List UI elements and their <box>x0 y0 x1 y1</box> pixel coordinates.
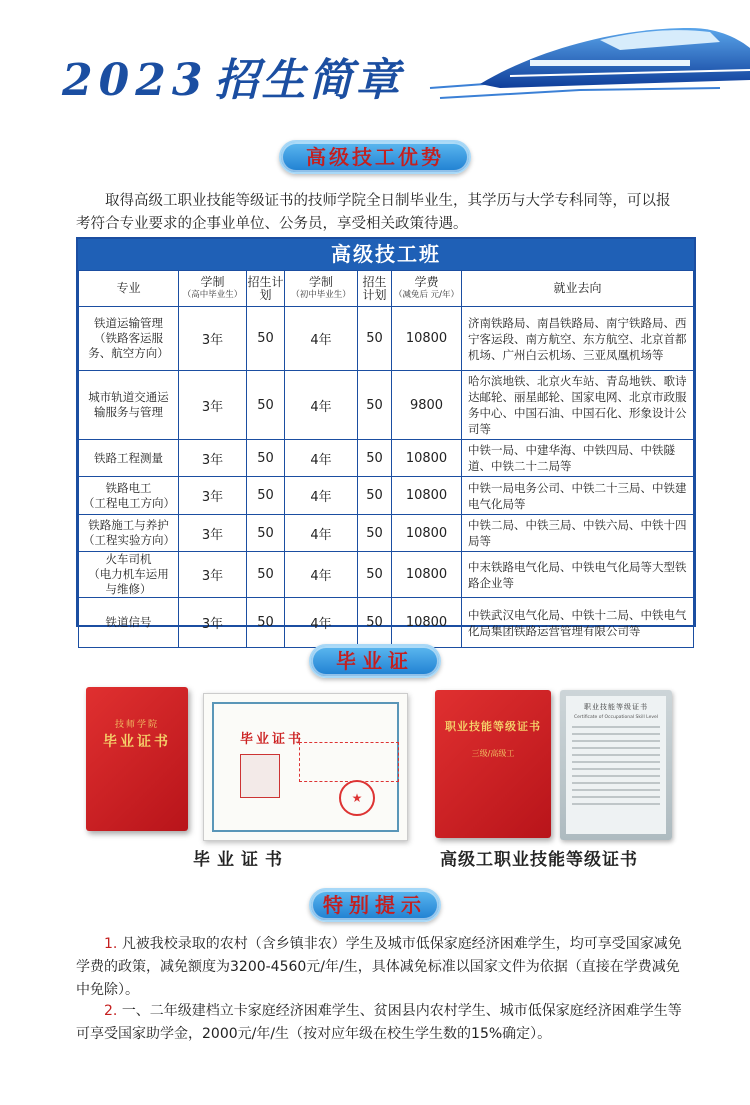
cell-plan-high: 50 <box>247 477 285 515</box>
page-title <box>62 44 402 108</box>
program-table <box>76 237 696 638</box>
cell-years-high: 3年 <box>179 515 247 552</box>
cell-plan-high: 50 <box>247 515 285 552</box>
table-row <box>79 440 694 477</box>
cell-destination: 哈尔滨地铁、北京火车站、青岛地铁、歌诗达邮轮、丽星邮轮、国家电网、北京市政服务中心、中国石油、中国石化、形象设计公司等 <box>462 371 694 440</box>
skill-cert-book-cover: 职业技能等级证书 三级/高级工 <box>435 690 551 838</box>
cell-major: 铁路工程测量 <box>79 440 179 477</box>
cell-plan-middle: 50 <box>358 477 392 515</box>
cell-destination: 中铁二局、中铁三局、中铁六局、中铁十四局等 <box>462 515 694 552</box>
cell-destination: 中铁一局电务公司、中铁二十三局、中铁建电气化局等 <box>462 477 694 515</box>
table-row <box>79 552 694 598</box>
cell-destination: 济南铁路局、南昌铁路局、南宁铁路局、西宁客运段、南方航空、东方航空、北京首都机场、广州白云机场、三亚凤凰机场等 <box>462 307 694 371</box>
cell-plan-high: 50 <box>247 307 285 371</box>
cell-plan-high: 50 <box>247 440 285 477</box>
col-years-high: 学制 （高中毕业生） <box>179 271 247 307</box>
title-year: 2023 <box>62 55 209 106</box>
cell-years-high: 3年 <box>179 371 247 440</box>
cell-plan-high: 50 <box>247 598 285 648</box>
table-row <box>79 371 694 440</box>
cell-plan-high: 50 <box>247 371 285 440</box>
diploma-inner-page: 毕业证书 ★ <box>203 693 408 841</box>
cell-destination: 中铁一局、中建华海、中铁四局、中铁隧道、中铁二十二局等 <box>462 440 694 477</box>
cell-plan-middle: 50 <box>358 552 392 598</box>
cell-major: 铁道信号 <box>79 598 179 648</box>
cell-plan-middle: 50 <box>358 598 392 648</box>
cell-plan-high: 50 <box>247 552 285 598</box>
table-body <box>79 307 694 648</box>
table-row <box>79 477 694 515</box>
cell-destination: 中铁武汉电气化局、中铁十二局、中铁电气化局集团铁路运营管理有限公司等 <box>462 598 694 648</box>
section-header-advantages: 高级技工优势 <box>279 140 471 174</box>
cell-years-middle: 4年 <box>285 477 358 515</box>
col-plan-high: 招生计划 <box>247 271 285 307</box>
page-header <box>0 0 750 115</box>
cell-years-high: 3年 <box>179 440 247 477</box>
cell-plan-middle: 50 <box>358 515 392 552</box>
section-header-diploma: 毕业证 <box>309 644 441 678</box>
cell-fee: 10800 <box>392 552 462 598</box>
section-header-special-notes: 特别提示 <box>309 888 441 922</box>
notice-item-1: 1. 凡被我校录取的农村（含乡镇非农）学生及城市低保家庭经济困难学生，均可享受国家减免学费的政策，减免额度为3200-4560元/年/生，具体减免标准以国家文件为依据（直接在学费减免中免除）。 <box>76 936 682 998</box>
cell-major: 铁路施工与养护 （工程实验方向） <box>79 515 179 552</box>
certificate-gallery <box>0 685 750 875</box>
col-dest: 就业去向 <box>462 271 694 307</box>
cell-major: 火车司机 （电力机车运用与维修） <box>79 552 179 598</box>
cell-years-high: 3年 <box>179 477 247 515</box>
notice-item-2: 2. 一、二年级建档立卡家庭经济困难学生、贫困县内农村学生、城市低保家庭经济困难学生等可享受国家助学金，2000元/年/生（按对应年级在校生学生数的15%确定）。 <box>76 1003 682 1042</box>
seal-icon: ★ <box>339 780 375 816</box>
title-text: 招生简章 <box>214 55 403 106</box>
intro-paragraph: 取得高级工职业技能等级证书的技师学院全日制毕业生，其学历与大学专科同等，可以报考符合专业要求的企事业单位、公务员，享受相关政策待遇。 <box>76 193 671 232</box>
cell-fee: 10800 <box>392 598 462 648</box>
cell-destination: 中末铁路电气化局、中铁电气化局等大型铁路企业等 <box>462 552 694 598</box>
cell-fee: 9800 <box>392 371 462 440</box>
diploma-book-cover: 技师学院 毕业证书 <box>86 687 188 831</box>
cell-major: 铁路电工 （工程电工方向） <box>79 477 179 515</box>
cell-fee: 10800 <box>392 440 462 477</box>
table-header-row <box>79 271 694 307</box>
cell-plan-middle: 50 <box>358 440 392 477</box>
table-row <box>79 307 694 371</box>
table-title: 高级技工班 <box>78 239 694 270</box>
col-plan-middle: 招生计划 <box>358 271 392 307</box>
cell-years-high: 3年 <box>179 598 247 648</box>
cell-years-middle: 4年 <box>285 307 358 371</box>
cell-years-middle: 4年 <box>285 598 358 648</box>
cell-plan-middle: 50 <box>358 307 392 371</box>
cell-years-high: 3年 <box>179 307 247 371</box>
cell-plan-middle: 50 <box>358 371 392 440</box>
cell-years-middle: 4年 <box>285 515 358 552</box>
photo-placeholder <box>240 754 280 798</box>
cell-years-middle: 4年 <box>285 440 358 477</box>
cell-major: 铁道运输管理 （铁路客运服务、航空方向） <box>79 307 179 371</box>
col-fee: 学费 （减免后 元/年） <box>392 271 462 307</box>
col-years-middle: 学制 （初中毕业生） <box>285 271 358 307</box>
cell-fee: 10800 <box>392 477 462 515</box>
cell-fee: 10800 <box>392 515 462 552</box>
table-row <box>79 598 694 648</box>
cell-fee: 10800 <box>392 307 462 371</box>
cell-major: 城市轨道交通运输服务与管理 <box>79 371 179 440</box>
diploma-caption: 毕业证书 <box>193 850 289 870</box>
col-major: 专业 <box>79 271 179 307</box>
table-row <box>79 515 694 552</box>
cell-years-middle: 4年 <box>285 552 358 598</box>
train-illustration <box>420 18 750 108</box>
skill-cert-inner-page: 职业技能等级证书 Certificate of Occupational Skill Level <box>560 690 672 840</box>
program-table-grid <box>78 270 694 648</box>
cell-years-middle: 4年 <box>285 371 358 440</box>
cell-years-high: 3年 <box>179 552 247 598</box>
skill-cert-caption: 高级工职业技能等级证书 <box>440 850 638 870</box>
